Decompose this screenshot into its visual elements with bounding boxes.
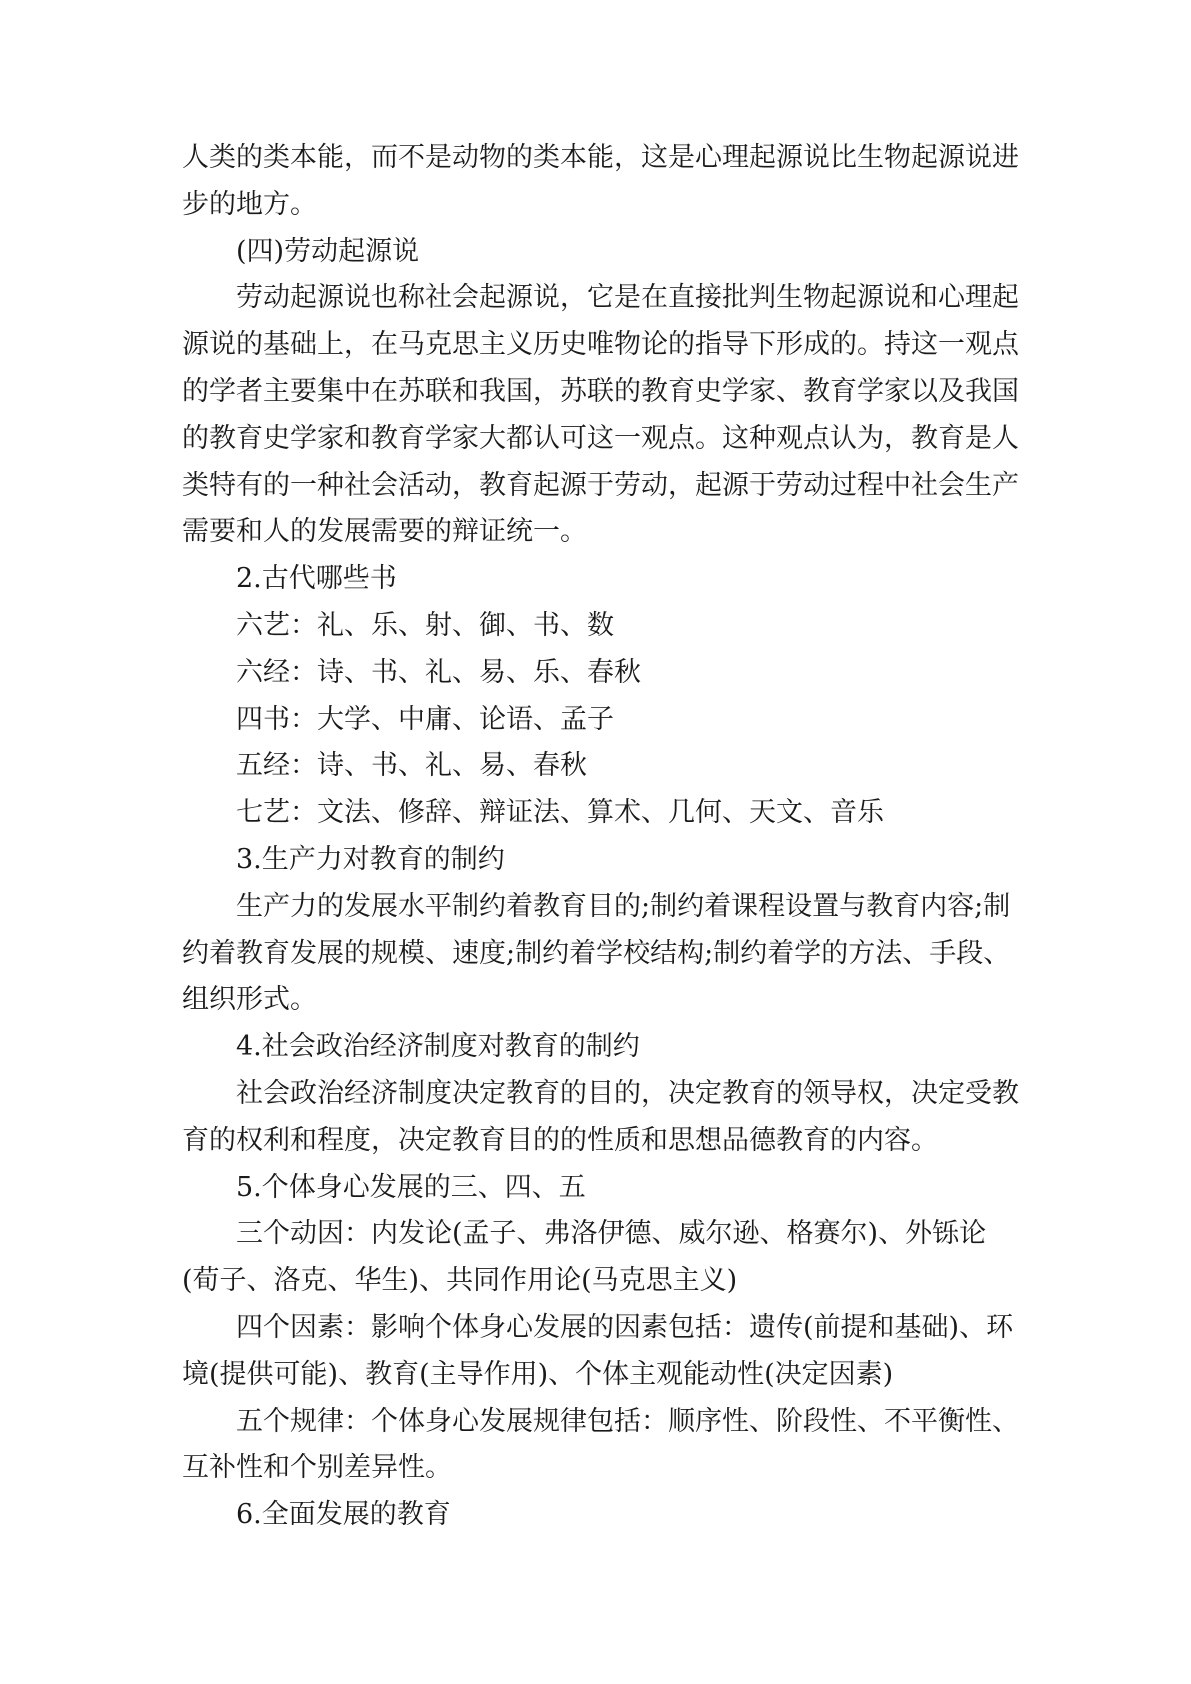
list-item-five-classics: 五经：诗、书、礼、易、春秋: [236, 750, 587, 782]
list-item-six-classics: 六经：诗、书、礼、易、乐、春秋: [236, 656, 641, 688]
heading-ancient-books: 2.古代哪些书: [236, 563, 397, 595]
list-item-four-books: 四书：大学、中庸、论语、孟子: [236, 703, 614, 735]
heading-development: 5.个体身心发展的三、四、五: [236, 1171, 586, 1203]
heading-productivity: 3.生产力对教育的制约: [236, 843, 505, 875]
heading-political-economic: 4.社会政治经济制度对教育的制约: [236, 1031, 640, 1063]
document-body: [182, 135, 1022, 1539]
paragraph-four-factors: 四个因素：影响个体身心发展的因素包括：遗传(前提和基础)、环境(提供可能)、教育(主导作用)、个体主观能动性(决定因素): [182, 1311, 1014, 1390]
paragraph-labor-origin: 劳动起源说也称社会起源说，它是在直接批判生物起源说和心理起源说的基础上，在马克思主义历史唯物论的指导下形成的。持这一观点的学者主要集中在苏联和我国，苏联的教育史学家、教育学家以及我国的教育史学家和教育学家大都认可这一观点。这种观点认为，教育是人类特有的一种社会活动，教育起源于劳动，起源于劳动过程中社会生产需要和人的发展需要的辩证统一。: [182, 282, 1019, 548]
paragraph-three-motives: 三个动因：内发论(孟子、弗洛伊德、威尔逊、格赛尔)、外铄论(荀子、洛克、华生)、共同作用论(马克思主义): [182, 1218, 987, 1297]
paragraph-political-economic: 社会政治经济制度决定教育的目的，决定教育的领导权，决定受教育的权利和程度，决定教育目的的性质和思想品德教育的内容。: [182, 1077, 1019, 1156]
list-item-six-arts: 六艺：礼、乐、射、御、书、数: [236, 609, 614, 641]
paragraph-continuation: 人类的类本能，而不是动物的类本能，这是心理起源说比生物起源说进步的地方。: [182, 142, 1019, 220]
paragraph-five-laws: 五个规律：个体身心发展规律包括：顺序性、阶段性、不平衡性、互补性和个别差异性。: [182, 1405, 1019, 1484]
heading-labor-origin: (四)劳动起源说: [236, 235, 420, 267]
paragraph-productivity: 生产力的发展水平制约着教育目的;制约着课程设置与教育内容;制约着教育发展的规模、速度;制约着学校结构;制约着学的方法、手段、组织形式。: [182, 890, 1011, 1016]
list-item-seven-arts: 七艺：文法、修辞、辩证法、算术、几何、天文、音乐: [236, 797, 884, 829]
heading-all-round: 6.全面发展的教育: [236, 1499, 451, 1531]
